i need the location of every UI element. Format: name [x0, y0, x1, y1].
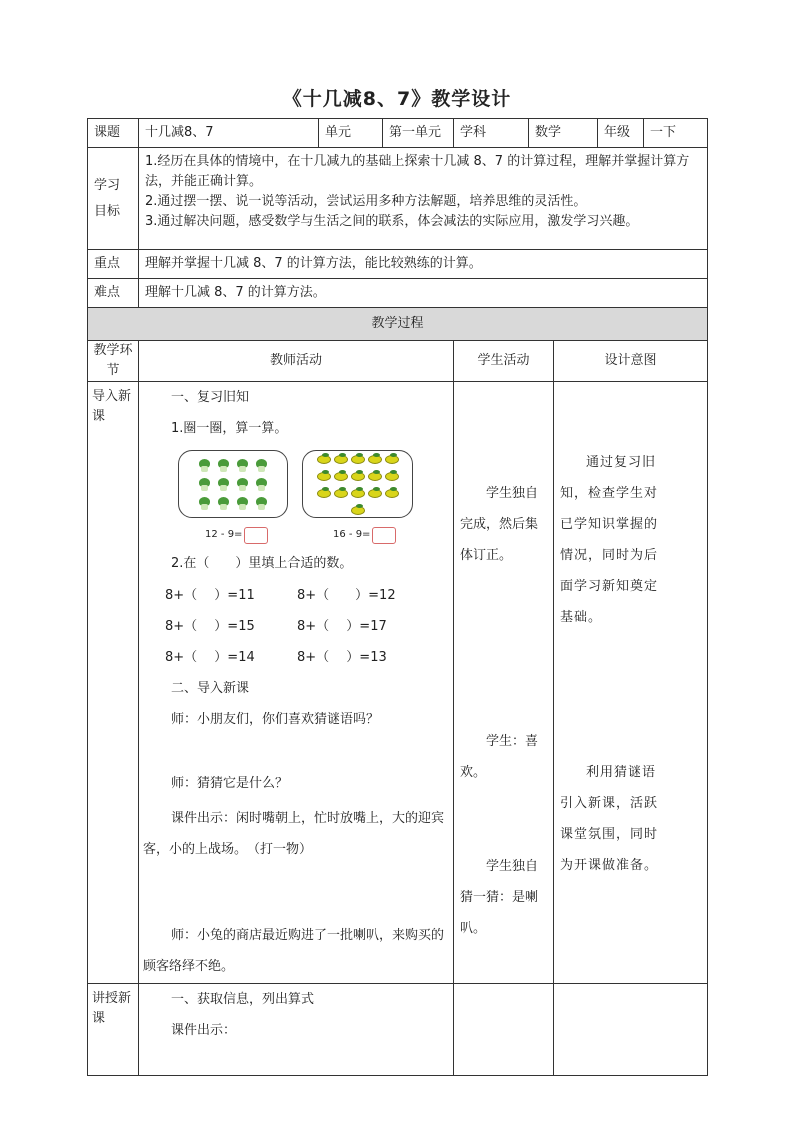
lemon-icon — [368, 470, 382, 481]
stage-new-lesson: 讲授新课 — [88, 984, 139, 1076]
vegetable-icon — [217, 497, 230, 510]
vegetable-icon — [217, 478, 230, 491]
vegetable-icon — [255, 459, 268, 472]
exercise2-text: 2.在（ ）里填上合适的数。 — [171, 556, 353, 571]
student-activity-intro — [454, 382, 554, 984]
col-teacher-header: 教师活动 — [139, 341, 454, 382]
new-lesson-courseware: 课件出示： — [171, 1023, 237, 1038]
goals-content — [139, 148, 708, 250]
grade-label: 年级 — [598, 119, 644, 148]
intent-line-1: 通过复习旧知，检查学生对已学知识掌握的情况，同时为后面学习新知奠定基础。 — [560, 455, 659, 625]
teacher-activity-new — [139, 984, 454, 1076]
intent-line-2: 利用猜谜语引入新课，活跃课堂氛围，同时为开课做准备。 — [560, 765, 659, 873]
fill-blank: 8+（ ）=11 — [165, 588, 255, 603]
review-title: 一、复习旧知 — [171, 390, 250, 405]
goals-label-line2: 目标 — [94, 203, 121, 219]
equation-2-text: 16 - 9= — [333, 529, 371, 540]
col-stage-header: 教学环节 — [88, 341, 139, 382]
vegetable-icon — [255, 497, 268, 510]
unit-label: 单元 — [319, 119, 383, 148]
vegetable-icon — [236, 478, 249, 491]
lemon-icon — [317, 470, 331, 481]
vegetable-icon — [198, 478, 211, 491]
exercise1-text: 1.圈一圈，算一算。 — [171, 421, 288, 436]
fill-blank: 8+（ ）=15 — [165, 619, 255, 634]
topic-value: 十几减8、7 — [139, 119, 319, 148]
equation-1-text: 12 - 9= — [205, 529, 243, 540]
fill-blank: 8+（ ）=13 — [297, 650, 387, 665]
answer-box[interactable] — [244, 527, 268, 544]
key-point-label: 重点 — [88, 250, 139, 279]
fill-blank: 8+（ ）=14 — [165, 650, 255, 665]
lemon-icon — [351, 470, 365, 481]
page-title: 《十几减8、7》教学设计 — [282, 88, 512, 110]
lemon-icon — [368, 487, 382, 498]
lemon-icon — [385, 470, 399, 481]
goal-item: 1.经历在具体的情境中，在十几减九的基础上探索十几减 8、7 的计算过程，理解并掌握计算方法，并能正确计算。 — [145, 154, 690, 189]
difficulty-value: 理解十几减 8、7 的计算方法。 — [139, 279, 708, 308]
lemon-group — [302, 450, 413, 518]
difficulty-label: 难点 — [88, 279, 139, 308]
vegetable-icon — [198, 497, 211, 510]
lemon-icon — [385, 487, 399, 498]
key-point-row — [88, 250, 708, 279]
intro-title: 二、导入新课 — [171, 681, 250, 696]
equation-1 — [205, 525, 268, 545]
process-header-row — [88, 308, 708, 341]
lemon-icon — [351, 487, 365, 498]
equation-2 — [333, 525, 396, 545]
grade-value: 一下 — [644, 119, 708, 148]
vegetable-icon — [236, 497, 249, 510]
vegetable-icon — [198, 459, 211, 472]
vegetable-icon — [255, 478, 268, 491]
subject-label: 学科 — [454, 119, 529, 148]
new-lesson-title: 一、获取信息，列出算式 — [171, 992, 315, 1007]
answer-box[interactable] — [372, 527, 396, 544]
student-activity-new — [454, 984, 554, 1076]
vegetable-icon — [236, 459, 249, 472]
intro-row — [88, 382, 708, 984]
teacher-line-4: 师：小兔的商店最近购进了一批喇叭，来购买的顾客络绎不绝。 — [143, 928, 445, 974]
fill-blank: 8+（ ）=17 — [297, 619, 387, 634]
vegetable-group — [178, 450, 288, 518]
lemon-icon — [334, 470, 348, 481]
process-header: 教学过程 — [88, 308, 708, 341]
difficulty-row — [88, 279, 708, 308]
design-intent-intro — [554, 382, 708, 984]
teacher-line-3: 课件出示：闲时嘴朝上，忙时放嘴上，大的迎宾客，小的上战场。 （打一物） — [143, 811, 445, 857]
teacher-line-1: 师：小朋友们，你们喜欢猜谜语吗？ — [171, 712, 380, 727]
student-line-2: 学生：喜欢。 — [460, 734, 539, 780]
new-lesson-row — [88, 984, 708, 1076]
subject-value: 数学 — [529, 119, 598, 148]
key-point-value: 理解并掌握十几减 8、7 的计算方法，能比较熟练的计算。 — [139, 250, 708, 279]
lemon-icon — [351, 504, 365, 515]
col-intent-header: 设计意图 — [554, 341, 708, 382]
fill-blank: 8+（ ）=12 — [297, 588, 396, 603]
vegetable-icon — [217, 459, 230, 472]
column-header-row — [88, 341, 708, 382]
lemon-icon — [385, 453, 399, 464]
topic-label: 课题 — [88, 119, 139, 148]
lemon-icon — [334, 487, 348, 498]
info-row — [88, 119, 708, 148]
unit-value: 第一单元 — [383, 119, 454, 148]
lemon-icon — [368, 453, 382, 464]
lemon-icon — [334, 453, 348, 464]
goal-item: 2.通过摆一摆、说一说等活动，尝试运用多种方法解题，培养思维的灵活性。 — [145, 194, 587, 209]
lemon-icon — [317, 453, 331, 464]
goals-row — [88, 148, 708, 250]
student-line-1: 学生独自完成，然后集体订正。 — [460, 486, 539, 563]
lemon-icon — [317, 487, 331, 498]
goal-item: 3.通过解决问题，感受数学与生活之间的联系，体会减法的实际应用，激发学习兴趣。 — [145, 214, 639, 229]
student-line-3: 学生独自猜一猜：是喇叭。 — [460, 859, 539, 936]
teacher-line-2: 师：猜猜它是什么？ — [171, 776, 289, 791]
goals-label — [88, 148, 139, 250]
design-intent-new — [554, 984, 708, 1076]
goals-label-line1: 学习 — [94, 177, 121, 193]
col-student-header: 学生活动 — [454, 341, 554, 382]
lesson-plan-table — [87, 118, 708, 1076]
teacher-activity-intro — [139, 382, 454, 984]
stage-intro: 导入新课 — [88, 382, 139, 984]
lemon-icon — [351, 453, 365, 464]
